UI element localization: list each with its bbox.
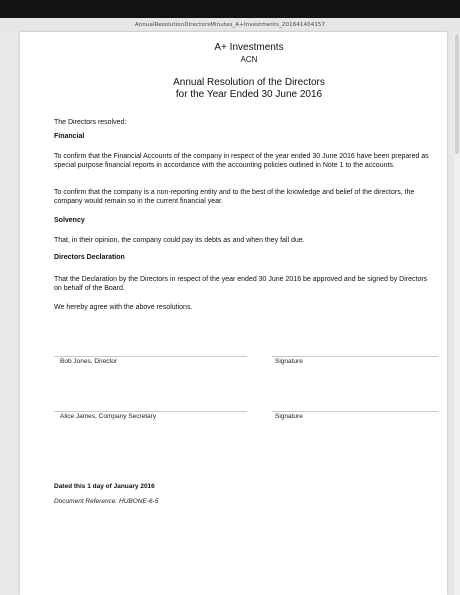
declaration-paragraph: That the Declaration by the Directors in respect of the year ended 30 June 2016 be approved and be signed by Directors on behalf of the Board.: [54, 276, 428, 292]
document-filename: AnnualResolutionDirectorsMinutes_A+Investments_201641404157: [0, 18, 460, 32]
intro-text: The Directors resolved:: [54, 119, 127, 126]
title-bar: [0, 0, 460, 18]
solvency-heading: Solvency: [54, 217, 85, 224]
dated-line: Dated this 1 day of January 2016: [54, 483, 155, 490]
agreement-text: We hereby agree with the above resolutions.: [54, 304, 193, 311]
financial-heading: Financial: [54, 133, 85, 140]
company-acn: ACN: [240, 55, 258, 64]
financial-paragraph-2: To confirm that the company is a non-reporting entity and to the best of the knowledge and belief of the directors, the company would remain so in the current financial year.: [54, 189, 415, 205]
vertical-scrollbar[interactable]: [454, 32, 460, 595]
solvency-paragraph: That, in their opinion, the company could pay its debts as and when they fall due.: [54, 237, 305, 244]
document-title-line2: for the Year Ended 30 June 2016: [175, 89, 323, 100]
signature-line-2-sign: [272, 411, 438, 412]
signatory-1-signature-label: Signature: [275, 358, 303, 365]
declaration-heading: Directors Declaration: [54, 254, 125, 261]
document-viewport[interactable]: [0, 32, 460, 595]
financial-paragraph-1: To confirm that the Financial Accounts of the company in respect of the year ended 30 June 2016 have been prepared as special purpose financial reports in accordance with the accounting policies outlined in Note 1 to the accounts.: [54, 153, 429, 169]
document-page: [20, 32, 447, 595]
scrollbar-thumb[interactable]: [455, 34, 459, 154]
company-name: A+ Investments: [214, 42, 284, 53]
signatory-1-name: Bob Jones, Director: [60, 358, 118, 365]
document-title-line1: Annual Resolution of the Directors: [173, 77, 325, 88]
signature-line-1-name: [54, 356, 247, 357]
signature-line-1-sign: [272, 356, 438, 357]
signatory-2-signature-label: Signature: [275, 413, 303, 420]
signature-line-2-name: [54, 411, 247, 412]
document-reference: Document Reference: HUBONE-6-5: [54, 498, 159, 505]
signatory-2-name: Alice James, Company Secretary: [60, 413, 157, 420]
